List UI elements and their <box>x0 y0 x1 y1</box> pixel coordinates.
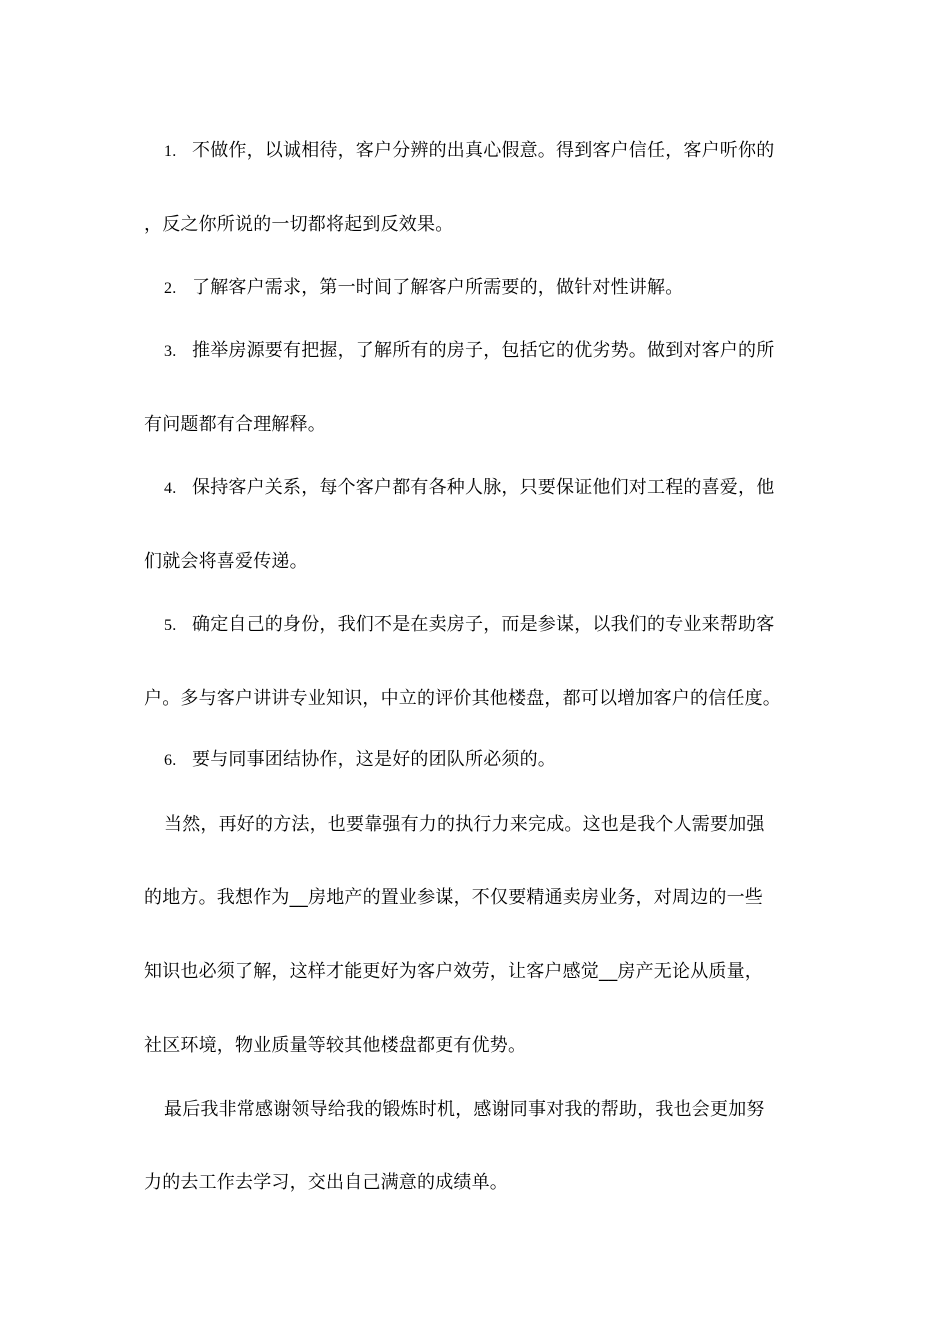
paragraph-1-line-4: 社区环境，物业质量等较其他楼盘都更有优势。 <box>144 1035 527 1056</box>
list-number: 2. <box>164 280 177 297</box>
list-item-1-line-1 <box>144 139 834 164</box>
list-text: 保持客户关系，每个客户都有各种人脉，只要保证他们对工程的喜爱，他 <box>192 477 775 498</box>
list-text: 推举房源要有把握，了解所有的房子，包括它的优劣势。做到对客户的所 <box>192 340 775 361</box>
list-item-6-line-1 <box>144 748 834 773</box>
paragraph-1-line-2: 的地方。我想作为__房地产的置业参谋，不仅要精通卖房业务，对周边的一些 <box>144 887 763 908</box>
list-item-4-line-2: 们就会将喜爱传递。 <box>144 551 308 572</box>
list-text: 确定自己的身份，我们不是在卖房子，而是参谋，以我们的专业来帮助客 <box>192 614 775 635</box>
list-item-3-line-1 <box>144 339 834 364</box>
list-text: 了解客户需求，第一时间了解客户所需要的，做针对性讲解。 <box>192 277 684 298</box>
paragraph-1-line-3: 知识也必须了解，这样才能更好为客户效劳，让客户感觉__房产无论从质量， <box>144 961 763 982</box>
list-item-3-line-2: 有问题都有合理解释。 <box>144 414 326 435</box>
list-text: 不做作，以诚相待，客户分辨的出真心假意。得到客户信任，客户听你的 <box>192 140 775 161</box>
paragraph-2-line-1: 最后我非常感谢领导给我的锻炼时机，感谢同事对我的帮助，我也会更加努 <box>164 1099 765 1120</box>
list-number: 4. <box>164 480 177 497</box>
paragraph-2-line-2: 力的去工作去学习，交出自己满意的成绩单。 <box>144 1172 508 1193</box>
list-item-5-line-1 <box>144 613 834 638</box>
list-text: 要与同事团结协作，这是好的团队所必须的。 <box>192 749 556 770</box>
list-item-2-line-1 <box>144 276 834 301</box>
list-item-5-line-2: 户。多与客户讲讲专业知识，中立的评价其他楼盘，都可以增加客户的信任度。 <box>144 688 781 709</box>
list-number: 5. <box>164 617 177 634</box>
paragraph-1-line-1: 当然，再好的方法，也要靠强有力的执行力来完成。这也是我个人需要加强 <box>164 814 765 835</box>
list-item-1-line-2: ，反之你所说的一切都将起到反效果。 <box>144 214 454 235</box>
list-item-4-line-1 <box>144 476 834 501</box>
list-number: 6. <box>164 752 177 769</box>
list-number: 3. <box>164 343 177 360</box>
list-number: 1. <box>164 143 177 160</box>
